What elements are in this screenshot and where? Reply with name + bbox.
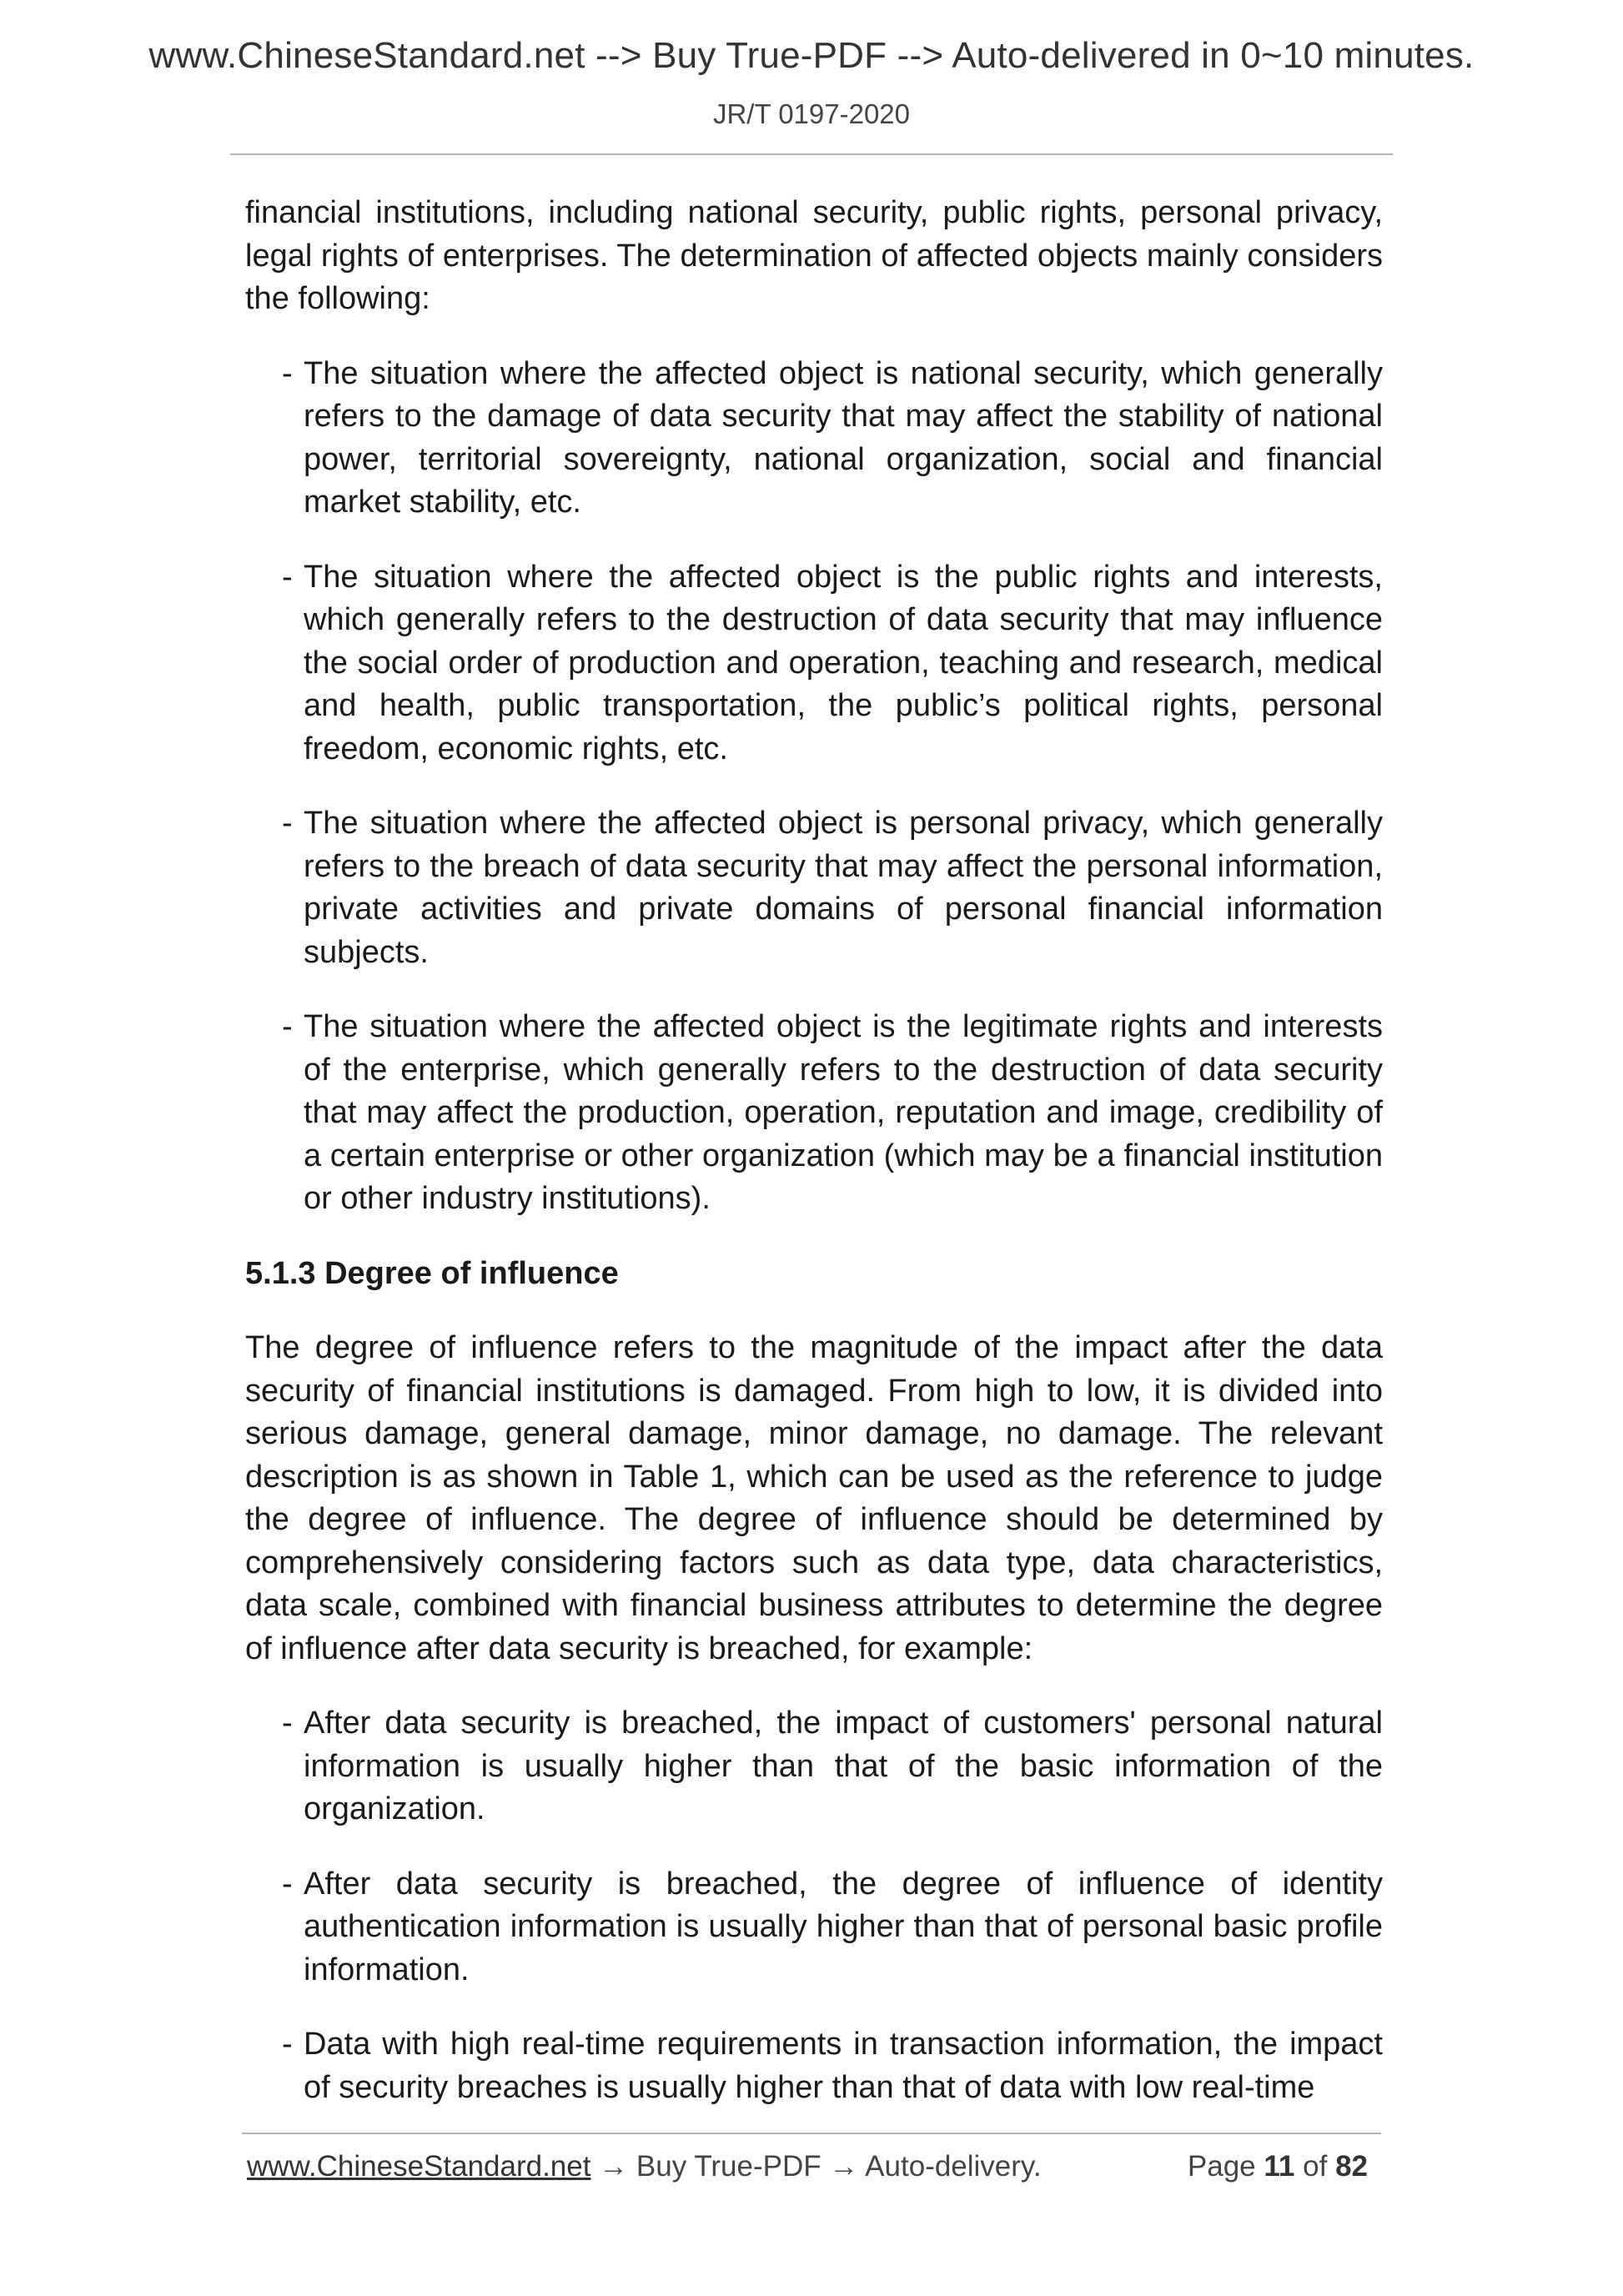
page-number	[1188, 2150, 1368, 2183]
page-label: Page	[1187, 2150, 1256, 2183]
header-divider	[230, 153, 1393, 155]
bullet-dash: -	[282, 559, 293, 595]
affected-object-item	[245, 556, 1383, 771]
bullet-dash: -	[282, 355, 293, 391]
example-item	[245, 1702, 1383, 1831]
section-heading: 5.1.3 Degree of influence	[245, 1255, 619, 1291]
page-of: of	[1303, 2150, 1328, 2183]
bullet-text: The situation where the affected object is the legitimate rights and interests of the enterprise, which generally refers to the destruction of data security that may affect the production, operation, reputation and image, credibility of a certain enterprise or other organization (which may be a financial institution or other industry institutions).	[304, 1009, 1383, 1216]
bullet-text: Data with high real-time requirements in transaction information, the impact of security breaches is usually higher than that of data with low real-time	[304, 2027, 1383, 2105]
bullet-text: After data security is breached, the impact of customers' personal natural information is usually higher than that of the basic information of the organization.	[304, 1706, 1383, 1826]
bullet-dash: -	[282, 806, 293, 841]
section-paragraph: The degree of influence refers to the magnitude of the impact after the data security of financial institutions is damaged. From high to low, it is divided into serious damage, general damage, minor damage, no damage. The relevant description is as shown in Table 1, which can be used as the reference to judge the degree of influence. The degree of influence should be determined by comprehensively considering factors such as data type, data characteristics, data scale, combined with financial business attributes to determine the degree of influence after data security is breached, for example:	[245, 1330, 1383, 1666]
bullet-dash: -	[282, 1009, 293, 1044]
document-body	[245, 192, 1383, 2109]
bullet-text: The situation where the affected object is the public rights and interests, which generally refers to the destruction of data security that may influence the social order of production and operation, teaching and research, medical and health, public transportation, the public’s political rights, personal freedom, economic rights, etc.	[304, 559, 1383, 766]
intro-paragraph: financial institutions, including national security, public rights, personal privacy, legal rights of enterprises. The determination of affected objects mainly considers the following:	[245, 195, 1383, 316]
page-footer	[247, 2150, 1383, 2183]
footer-site-link[interactable]: www.ChineseStandard.net	[247, 2150, 591, 2183]
bullet-dash: -	[282, 1706, 293, 1741]
footer-text: → Buy True-PDF → Auto-delivery.	[590, 2150, 1042, 2183]
bullet-text: The situation where the affected object is personal privacy, which generally refers to the breach of data security that may affect the personal information, private activities and private domains of personal financial information subjects.	[304, 806, 1383, 970]
bullet-dash: -	[282, 2027, 293, 2062]
page-current: 11	[1264, 2150, 1295, 2183]
bullet-text: The situation where the affected object is national security, which generally refers to the damage of data security that may affect the stability of national power, territorial sovereignty, national organization, social and financial market stability, etc.	[304, 355, 1383, 520]
bullet-text: After data security is breached, the degree of influence of identity authentication information is usually higher than that of personal basic profile information.	[304, 1866, 1383, 1987]
document-code: JR/T 0197-2020	[712, 98, 911, 129]
example-item	[245, 2023, 1383, 2109]
affected-object-item	[245, 1006, 1383, 1221]
affected-object-item	[245, 353, 1383, 525]
site-banner: www.ChineseStandard.net --> Buy True-PDF --> Auto-delivered in 0~10 minutes.	[148, 35, 1475, 76]
footer-divider	[242, 2133, 1381, 2134]
bullet-dash: -	[282, 1866, 293, 1902]
affected-object-item	[245, 802, 1383, 974]
example-item	[245, 1863, 1383, 1992]
page-total: 82	[1335, 2150, 1368, 2183]
